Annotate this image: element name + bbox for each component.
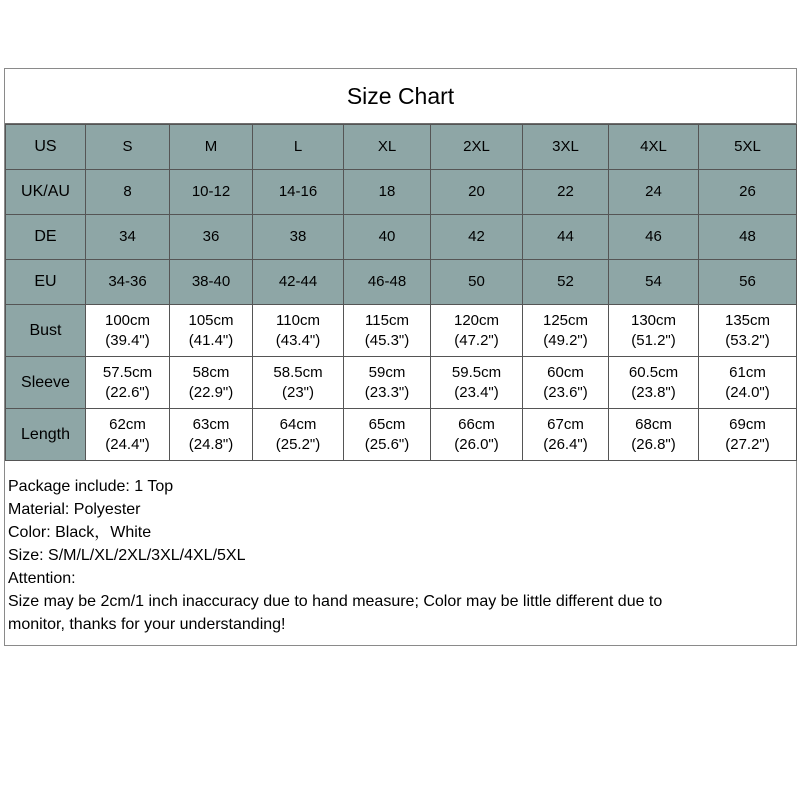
measurement-cell xyxy=(86,357,170,409)
size-table xyxy=(5,124,797,461)
inch-value: (26.8") xyxy=(631,435,676,453)
size-cell: 44 xyxy=(523,215,609,260)
size-cell: 56 xyxy=(699,260,797,305)
measurement-cell xyxy=(609,409,699,461)
inch-value: (43.4") xyxy=(275,331,321,349)
size-cell: 42-44 xyxy=(253,260,344,305)
size-cell: S xyxy=(86,125,170,170)
size-cell: 52 xyxy=(523,260,609,305)
disclaimer-line: Size may be 2cm/1 inch inaccuracy due to hand measure; Color may be little different due to xyxy=(8,593,663,610)
measurement-cell xyxy=(344,357,431,409)
cm-value: 60cm xyxy=(547,363,584,381)
cm-value: 135cm xyxy=(724,311,771,329)
size-cell: 46-48 xyxy=(344,260,431,305)
inch-value: (23.8") xyxy=(631,383,676,401)
inch-value: (23.6") xyxy=(543,383,588,401)
size-cell: 3XL xyxy=(523,125,609,170)
size-cell: 40 xyxy=(344,215,431,260)
size-cell: 48 xyxy=(699,215,797,260)
inch-value: (23.3") xyxy=(364,383,410,401)
size-note: Size: S/M/L/XL/2XL/3XL/4XL/5XL xyxy=(8,547,246,564)
size-cell: 34-36 xyxy=(86,260,170,305)
cm-value: 69cm xyxy=(729,415,766,433)
measurement-row xyxy=(6,305,797,357)
measurement-cell xyxy=(699,305,797,357)
measurement-cell xyxy=(86,305,170,357)
measurement-cell xyxy=(253,357,344,409)
size-cell: 50 xyxy=(431,260,523,305)
measurement-cell xyxy=(170,357,253,409)
measurement-cell xyxy=(170,305,253,357)
cm-value: 64cm xyxy=(279,415,317,433)
inch-value: (24.0") xyxy=(725,383,770,401)
cm-value: 59cm xyxy=(368,363,406,381)
inch-value: (25.6") xyxy=(364,435,410,453)
measurement-cell xyxy=(431,409,523,461)
size-row xyxy=(6,125,797,170)
inch-value: (25.2") xyxy=(275,435,321,453)
measurement-cell xyxy=(523,357,609,409)
inch-value: (23.4") xyxy=(454,383,499,401)
inch-value: (51.2") xyxy=(631,331,676,349)
inch-value: (27.2") xyxy=(725,435,770,453)
cm-value: 67cm xyxy=(547,415,584,433)
cm-value: 59.5cm xyxy=(451,363,502,381)
size-cell: 36 xyxy=(170,215,253,260)
size-cell: 4XL xyxy=(609,125,699,170)
size-cell: 42 xyxy=(431,215,523,260)
size-cell: XL xyxy=(344,125,431,170)
size-cell: 22 xyxy=(523,170,609,215)
inch-value: (45.3") xyxy=(364,331,410,349)
measurement-cell xyxy=(699,357,797,409)
cm-value: 62cm xyxy=(109,415,146,433)
measurement-cell xyxy=(523,409,609,461)
cm-value: 66cm xyxy=(458,415,495,433)
size-row xyxy=(6,260,797,305)
size-cell: L xyxy=(253,125,344,170)
size-cell: 20 xyxy=(431,170,523,215)
color-note: Color: Black，White xyxy=(8,524,152,541)
cm-value: 105cm xyxy=(188,311,234,329)
cm-value: 130cm xyxy=(630,311,677,329)
size-row xyxy=(6,170,797,215)
package-note: Package include: 1 Top xyxy=(8,478,174,495)
row-label: EU xyxy=(6,260,86,305)
inch-value: (22.6") xyxy=(105,383,150,401)
cm-value: 58cm xyxy=(192,363,230,381)
measurement-row xyxy=(6,357,797,409)
inch-value: (49.2") xyxy=(543,331,588,349)
size-cell: 14-16 xyxy=(253,170,344,215)
row-label: UK/AU xyxy=(6,170,86,215)
size-cell: 24 xyxy=(609,170,699,215)
measurement-cell xyxy=(86,409,170,461)
size-cell: 2XL xyxy=(431,125,523,170)
size-cell: M xyxy=(170,125,253,170)
row-label: DE xyxy=(6,215,86,260)
inch-value: (26.0") xyxy=(454,435,499,453)
measurement-cell xyxy=(609,357,699,409)
row-label: Bust xyxy=(6,305,86,357)
measurement-cell xyxy=(609,305,699,357)
size-cell: 46 xyxy=(609,215,699,260)
size-cell: 26 xyxy=(699,170,797,215)
chart-title: Size Chart xyxy=(5,69,796,124)
measurement-cell xyxy=(699,409,797,461)
inch-value: (24.4") xyxy=(105,435,150,453)
cm-value: 61cm xyxy=(729,363,766,381)
size-row xyxy=(6,215,797,260)
inch-value: (26.4") xyxy=(543,435,588,453)
size-cell: 18 xyxy=(344,170,431,215)
inch-value: (23") xyxy=(282,383,314,401)
inch-value: (39.4") xyxy=(105,331,150,349)
size-cell: 38 xyxy=(253,215,344,260)
measurement-cell xyxy=(344,305,431,357)
measurement-cell xyxy=(431,305,523,357)
cm-value: 65cm xyxy=(368,415,406,433)
cm-value: 57.5cm xyxy=(102,363,153,381)
cm-value: 125cm xyxy=(542,311,589,329)
size-cell: 5XL xyxy=(699,125,797,170)
inch-value: (53.2") xyxy=(725,331,770,349)
disclaimer-line: monitor, thanks for your understanding! xyxy=(8,616,286,633)
row-label: Length xyxy=(6,409,86,461)
row-label: US xyxy=(6,125,86,170)
measurement-cell xyxy=(523,305,609,357)
cm-value: 115cm xyxy=(365,311,409,329)
cm-value: 58.5cm xyxy=(273,363,323,381)
inch-value: (47.2") xyxy=(454,331,499,349)
cm-value: 120cm xyxy=(453,311,500,329)
cm-value: 60.5cm xyxy=(628,363,679,381)
cm-value: 110cm xyxy=(276,311,320,329)
inch-value: (24.8") xyxy=(188,435,234,453)
material-note: Material: Polyester xyxy=(8,501,141,518)
size-cell: 38-40 xyxy=(170,260,253,305)
size-cell: 34 xyxy=(86,215,170,260)
size-cell: 8 xyxy=(86,170,170,215)
size-cell: 54 xyxy=(609,260,699,305)
cm-value: 68cm xyxy=(635,415,672,433)
measurement-cell xyxy=(170,409,253,461)
product-notes xyxy=(5,461,796,636)
measurement-cell xyxy=(431,357,523,409)
size-cell: 10-12 xyxy=(170,170,253,215)
size-chart-card xyxy=(4,68,797,646)
measurement-cell xyxy=(253,305,344,357)
inch-value: (41.4") xyxy=(188,331,234,349)
cm-value: 63cm xyxy=(192,415,230,433)
row-label: Sleeve xyxy=(6,357,86,409)
inch-value: (22.9") xyxy=(188,383,234,401)
cm-value: 100cm xyxy=(104,311,151,329)
measurement-row xyxy=(6,409,797,461)
attention-note: Attention: xyxy=(8,570,76,587)
measurement-cell xyxy=(253,409,344,461)
measurement-cell xyxy=(344,409,431,461)
